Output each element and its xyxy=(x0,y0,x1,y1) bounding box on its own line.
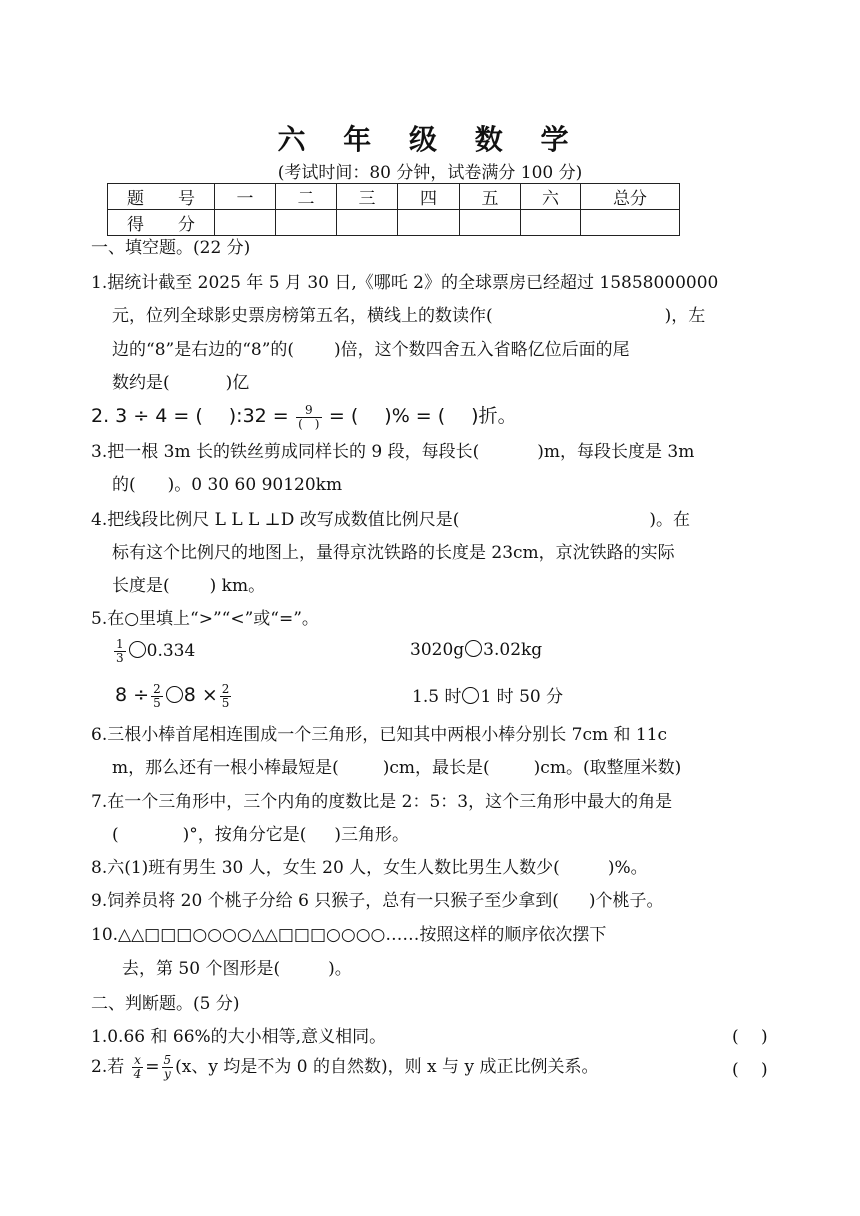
q4-text: )。在 xyxy=(649,510,690,530)
judge-q2-fraction xyxy=(162,1054,174,1081)
q1-text: )，左 xyxy=(664,306,706,326)
q5-item-c xyxy=(115,683,233,710)
score-cell: 得 分 xyxy=(108,210,215,236)
q4-text: 4.把线段比例尺 L L L ⊥D 改写成数值比例尺是( xyxy=(91,510,460,530)
q6-line1: 6.三根小棒首尾相连围成一个三角形，已知其中两根小棒分别长 7cm 和 11c xyxy=(91,725,668,745)
fraction-denominator: y xyxy=(163,1067,171,1081)
score-blank-cell[interactable] xyxy=(276,210,337,236)
q8-line xyxy=(91,856,648,880)
judge-q2-equals: = xyxy=(145,1057,160,1077)
exam-subtitle: (考试时间：80 分钟，试卷满分 100 分) xyxy=(277,163,583,183)
exam-title: 六 年 级 数 学 xyxy=(277,123,583,156)
q10-line2 xyxy=(122,957,352,981)
q6-text: )cm。(取整厘米数) xyxy=(533,758,682,778)
q5-text: 1.5 时 xyxy=(412,687,462,707)
judge-q2-text: (x、y 均是不为 0 的自然数)，则 x 与 y 成正比例关系。 xyxy=(175,1057,599,1077)
fraction-denominator[interactable]: ( ) xyxy=(298,417,320,431)
score-blank-cell[interactable] xyxy=(215,210,276,236)
q10-text: )。 xyxy=(328,959,352,979)
q5-text: 3.02kg xyxy=(483,640,543,660)
q5-heading: 5.在○里填上“>”“<”或“=”。 xyxy=(91,609,319,629)
q5-item-d xyxy=(412,685,563,709)
judge-q1-text: 1.0.66 和 66%的大小相等,意义相同。 xyxy=(91,1027,387,1047)
score-blank-cell[interactable] xyxy=(337,210,398,236)
q1-line3 xyxy=(112,338,630,362)
score-cell: 五 xyxy=(460,184,521,210)
q4-line2: 标有这个比例尺的地图上，量得京沈铁路的长度是 23cm，京沈铁路的实际 xyxy=(112,543,675,563)
q9-line xyxy=(91,889,664,913)
q5-text: 0.334 xyxy=(146,641,196,661)
q1-text: 元，位列全球影史票房榜第五名，横线上的数读作( xyxy=(112,306,493,326)
q10-text: 去，第 50 个图形是( xyxy=(122,959,281,979)
score-cell: 二 xyxy=(276,184,337,210)
score-blank-cell[interactable] xyxy=(398,210,460,236)
q1-line2 xyxy=(112,304,705,328)
score-cell: 一 xyxy=(215,184,276,210)
q5-text: 8 ÷ xyxy=(115,684,150,706)
section2-heading: 二、判断题。(5 分) xyxy=(91,994,240,1014)
fraction-numerator: x xyxy=(132,1054,144,1068)
score-cell: 总分 xyxy=(581,184,680,210)
q7-text: )°，按角分它是( xyxy=(182,825,307,845)
judge-q2-paren[interactable]: ( ) xyxy=(732,1060,768,1080)
q1-text: )亿 xyxy=(225,373,250,393)
judge-q2-text: 2.若 xyxy=(91,1057,125,1077)
q1-line4 xyxy=(112,371,249,395)
q6-text: m，那么还有一根小棒最短是( xyxy=(112,758,339,778)
score-cell: 三 xyxy=(337,184,398,210)
fraction-numerator: 9 xyxy=(296,404,321,418)
score-blank-cell[interactable] xyxy=(460,210,521,236)
judge-q2-line xyxy=(91,1054,598,1081)
q1-line1: 1.据统计截至 2025 年 5 月 30 日,《哪吒 2》的全球票房已经超过 15858000000 xyxy=(91,273,719,293)
q6-text: )cm，最长是( xyxy=(382,758,490,778)
q2-text: = ( xyxy=(328,405,359,427)
q4-text: ) km。 xyxy=(209,576,266,596)
score-table-score-row xyxy=(108,210,680,236)
q2-text: 2. 3 ÷ 4 = ( xyxy=(91,405,203,427)
q3-text: )m，每段长度是 3m xyxy=(537,442,695,462)
q1-text: 数约是( xyxy=(112,373,170,393)
q1-text: )倍，这个数四舍五入省略亿位后面的尾 xyxy=(334,340,630,360)
fraction-numerator: 1 xyxy=(116,637,124,651)
q7-line1: 7.在一个三角形中，三个内角的度数比是 2：5：3，这个三角形中最大的角是 xyxy=(91,792,673,812)
q7-text: )三角形。 xyxy=(334,825,410,845)
compare-circle[interactable] xyxy=(129,641,146,658)
judge-q2-fraction xyxy=(132,1054,144,1081)
q9-text: )个桃子。 xyxy=(588,891,664,911)
q10-line1: 10.△△□□□○○○○△△□□□○○○○……按照这样的顺序依次摆下 xyxy=(91,925,607,945)
score-blank-cell[interactable] xyxy=(581,210,680,236)
q3-line2 xyxy=(112,473,342,497)
q2-line xyxy=(91,404,517,431)
q5-fraction xyxy=(220,683,232,710)
fraction-numerator: 2 xyxy=(221,682,230,696)
fraction-numerator: 2 xyxy=(153,682,161,696)
compare-circle[interactable] xyxy=(465,640,482,657)
q5-item-a xyxy=(112,638,195,665)
q4-text: 长度是( xyxy=(112,576,170,596)
q4-line3 xyxy=(112,574,265,598)
q4-line1 xyxy=(91,508,690,532)
q8-text: 8.六(1)班有男生 30 人，女生 20 人，女生人数比男生人数少( xyxy=(91,858,560,878)
q5-text: 8 × xyxy=(183,684,218,706)
score-table-header-row xyxy=(108,184,680,210)
q9-text: 9.饲养员将 20 个桃子分给 6 只猴子，总有一只猴子至少拿到( xyxy=(91,891,559,911)
fraction-denominator: 5 xyxy=(153,696,161,710)
score-blank-cell[interactable] xyxy=(521,210,581,236)
q6-line2 xyxy=(112,756,681,780)
q3-line1 xyxy=(91,440,694,464)
q5-fraction xyxy=(151,683,163,710)
fraction-denominator: 4 xyxy=(133,1067,142,1081)
q3-text: 的( xyxy=(112,475,136,495)
q7-text: ( xyxy=(112,825,119,845)
q2-text: )% = ( xyxy=(384,405,446,427)
q2-text: )折。 xyxy=(471,405,517,427)
section1-heading: 一、填空题。(22 分) xyxy=(91,238,251,258)
compare-circle[interactable] xyxy=(462,687,479,704)
fraction-denominator: 5 xyxy=(221,696,230,710)
q2-text: ):32 = xyxy=(228,405,289,427)
q5-text: 1 时 50 分 xyxy=(480,687,564,707)
fraction-denominator: 3 xyxy=(116,651,124,665)
compare-circle[interactable] xyxy=(166,686,183,703)
fraction-numerator: 5 xyxy=(163,1053,172,1067)
q2-fraction xyxy=(296,404,321,431)
score-cell: 题 号 xyxy=(108,184,215,210)
q8-text: )%。 xyxy=(607,858,648,878)
q3-text: 3.把一根 3m 长的铁丝剪成同样长的 9 段，每段长( xyxy=(91,442,480,462)
score-cell: 六 xyxy=(521,184,581,210)
q5-fraction xyxy=(114,638,126,665)
q3-text: )。0 30 60 90120km xyxy=(167,475,343,495)
q1-text: 边的“8”是右边的“8”的( xyxy=(112,340,295,360)
judge-q1-paren[interactable]: ( ) xyxy=(732,1027,768,1047)
q7-line2 xyxy=(112,823,409,847)
q5-text: 3020g xyxy=(410,640,465,660)
score-table xyxy=(107,183,680,236)
score-cell: 四 xyxy=(398,184,460,210)
q5-item-b xyxy=(410,638,542,662)
